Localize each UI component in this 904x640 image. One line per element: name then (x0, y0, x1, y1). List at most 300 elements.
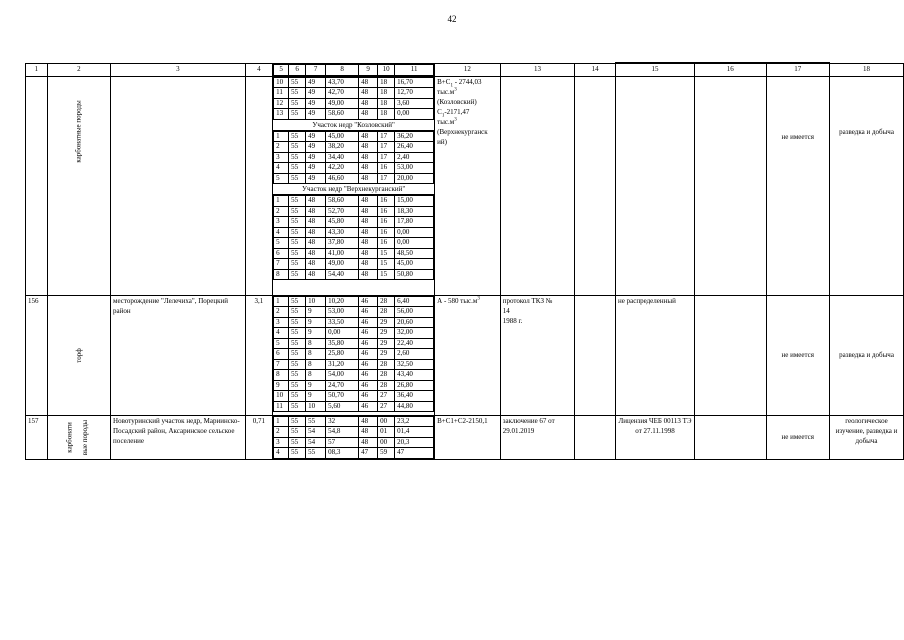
coord-cell: 20,60 (395, 317, 434, 328)
col-16 (695, 76, 767, 295)
row-number: 157 (26, 415, 48, 459)
coord-cell: 9 (306, 380, 326, 391)
location: Новотуринский участок недр, Мариинско-Посадский район, Аксаринское сельское поселение (111, 415, 246, 459)
coord-cell: 55 (289, 307, 306, 318)
coord-cell: 8 (306, 338, 326, 349)
encumbrance (766, 76, 830, 295)
coord-cell: 58,60 (326, 196, 359, 207)
coord-cell: 01,4 (395, 427, 434, 438)
coord-cell: 55 (306, 448, 326, 459)
coord-cell: 55 (289, 206, 306, 217)
coord-cell: 37,80 (326, 238, 359, 249)
coord-cell: 50,70 (326, 391, 359, 402)
coord-row (274, 370, 434, 381)
encumbrance: не имеется (766, 415, 830, 459)
usage-type (830, 76, 904, 295)
coord-cell: 2 (274, 427, 289, 438)
coord-cell: 27 (378, 391, 395, 402)
usage-type: разведка и добыча (830, 295, 904, 415)
coord-row (274, 206, 434, 217)
coord-cell: 49,00 (326, 259, 359, 270)
coord-cell: 46 (359, 307, 378, 318)
reserves-sup: 3 (477, 296, 480, 302)
coord-cell: 2,60 (395, 349, 434, 360)
coord-cell: 54 (306, 427, 326, 438)
coord-cell: 5 (274, 338, 289, 349)
coord-cell: 52,70 (326, 206, 359, 217)
coordinates (273, 415, 435, 459)
coord-row (274, 77, 434, 88)
coord-cell: 10,20 (326, 296, 359, 307)
coord-cell: 54,8 (326, 427, 359, 438)
mineral-type-label: торф (74, 348, 83, 363)
area: 0,71 (245, 415, 273, 459)
coord-cell: 48 (359, 206, 378, 217)
coord-cell: 18 (378, 109, 395, 120)
coord-cell: 4 (274, 163, 289, 174)
row-number: 156 (26, 295, 48, 415)
coord-cell: 15,00 (395, 196, 434, 207)
coord-cell: 18,30 (395, 206, 434, 217)
reserves-text: -2171,47 (444, 107, 470, 116)
coord-row (274, 416, 434, 427)
coord-cell: 24,70 (326, 380, 359, 391)
coord-cell: 48 (306, 227, 326, 238)
coord-cell: 45,00 (395, 259, 434, 270)
col-16 (695, 295, 767, 415)
coord-cell: 08,3 (326, 448, 359, 459)
coord-cell: 46 (359, 391, 378, 402)
coord-cell: 32 (326, 416, 359, 427)
coord-cell: 43,30 (326, 227, 359, 238)
coord-cell: 3,60 (395, 98, 434, 109)
coord-cell: 55 (289, 448, 306, 459)
coord-cell: 01 (378, 427, 395, 438)
coord-cell: 11 (274, 88, 289, 99)
coord-cell: 48 (359, 217, 378, 228)
coord-cell: 29 (378, 328, 395, 339)
coord-cell: 26,80 (395, 380, 434, 391)
table-row (26, 76, 904, 295)
coord-cell: 13 (274, 109, 289, 120)
reserves-table (25, 62, 904, 460)
coord-row (274, 88, 434, 99)
coord-cell: 49 (306, 173, 326, 184)
coord-cell: 48 (306, 248, 326, 259)
coord-cell: 48 (306, 238, 326, 249)
coord-cell: 55 (289, 317, 306, 328)
coord-cell: 55 (289, 152, 306, 163)
column-number-row (26, 63, 904, 76)
coord-cell: 7 (274, 359, 289, 370)
license: Лицензия ЧЕБ 00113 ТЭ от 27.11.1998 (616, 415, 695, 459)
coord-cell: 55 (289, 196, 306, 207)
col-header: 11 (395, 64, 434, 75)
coord-cell: 16 (378, 217, 395, 228)
coord-cell: 48 (359, 109, 378, 120)
col-header: 13 (500, 63, 575, 76)
coordinates (273, 295, 435, 415)
coord-cell: 55 (289, 109, 306, 120)
coord-cell: 48 (359, 98, 378, 109)
coord-cell: 48 (359, 142, 378, 153)
coord-cell: 17 (378, 173, 395, 184)
approval-doc (500, 76, 575, 295)
coord-cell: 0,00 (326, 328, 359, 339)
coord-cell: 48 (306, 206, 326, 217)
coord-cell: 49 (306, 88, 326, 99)
coord-cell: 48 (359, 173, 378, 184)
coord-row (274, 427, 434, 438)
coord-cell: 4 (274, 227, 289, 238)
reserves-text: (Козловский) (437, 97, 477, 106)
approval-text: 14 (502, 306, 510, 315)
reserves-text: - 2744,03 (452, 77, 482, 86)
reserves-sub: 1 (450, 82, 453, 88)
coord-cell: 55 (289, 131, 306, 142)
coord-cell: 15 (378, 269, 395, 280)
coord-row (274, 163, 434, 174)
col-header: 12 (435, 63, 501, 76)
coord-cell: 42,20 (326, 163, 359, 174)
coord-cell: 5 (274, 238, 289, 249)
coord-cell: 16 (378, 196, 395, 207)
coord-cell: 2,40 (395, 152, 434, 163)
coord-cell: 55 (289, 77, 306, 88)
col-14 (575, 415, 616, 459)
coord-cell: 8 (306, 349, 326, 360)
coord-cell: 55 (289, 416, 306, 427)
coord-cell: 48 (306, 196, 326, 207)
coord-row (274, 142, 434, 153)
col-14 (575, 295, 616, 415)
coord-cell: 12 (274, 98, 289, 109)
mineral-type (47, 415, 110, 459)
coord-cell: 55 (289, 248, 306, 259)
coord-cell: 55 (306, 416, 326, 427)
coord-row (274, 359, 434, 370)
subsection-label: Участок недр "Верхнекурганский" (273, 184, 434, 195)
coord-cell: 59 (378, 448, 395, 459)
reserves-text: тыс.м (437, 87, 455, 96)
col-header: 18 (830, 63, 904, 76)
coord-cell: 55 (289, 88, 306, 99)
coord-cell: 10 (274, 391, 289, 402)
coord-row (274, 238, 434, 249)
coord-cell: 55 (289, 296, 306, 307)
coord-cell: 55 (289, 259, 306, 270)
coord-cell: 15 (378, 248, 395, 259)
coord-cell: 49 (306, 109, 326, 120)
coord-cell: 17 (378, 131, 395, 142)
coord-cell: 48 (359, 416, 378, 427)
table-row (26, 415, 904, 459)
coord-cell: 46 (359, 370, 378, 381)
coord-cell: 15 (378, 259, 395, 270)
coord-cell: 8 (306, 359, 326, 370)
usage-type-text: разведка и добыча (839, 127, 894, 136)
reserves-text: В+С (437, 77, 451, 86)
coord-cell: 48 (359, 227, 378, 238)
reserves (435, 76, 501, 295)
coord-cell: 1 (274, 196, 289, 207)
coord-header (273, 63, 435, 76)
coord-cell: 1 (274, 296, 289, 307)
coord-cell: 50,80 (395, 269, 434, 280)
coord-cell: 36,20 (395, 131, 434, 142)
coord-cell: 46 (359, 380, 378, 391)
coord-cell: 10 (306, 401, 326, 412)
coord-cell: 55 (289, 349, 306, 360)
col-header: 8 (326, 64, 359, 75)
coord-cell: 10 (274, 77, 289, 88)
coord-cell: 49 (306, 77, 326, 88)
coord-cell: 29 (378, 317, 395, 328)
coord-cell: 28 (378, 296, 395, 307)
coord-cell: 8 (274, 370, 289, 381)
area (245, 76, 273, 295)
mineral-type-label: карбонати (65, 421, 74, 453)
coord-cell: 48 (359, 88, 378, 99)
coord-row (274, 109, 434, 120)
encumbrance: не имеется (766, 295, 830, 415)
col-header: 3 (111, 63, 246, 76)
encumbrance-text: не имеется (781, 132, 814, 141)
coord-cell: 46 (359, 349, 378, 360)
coord-row (274, 338, 434, 349)
col-header: 10 (378, 64, 395, 75)
coord-cell: 55 (289, 437, 306, 448)
coord-cell: 16 (378, 227, 395, 238)
coord-cell: 16 (378, 206, 395, 217)
coord-row (274, 437, 434, 448)
coord-cell: 55 (289, 370, 306, 381)
coord-cell: 47 (395, 448, 434, 459)
coord-cell: 18 (378, 77, 395, 88)
reserves-text: С (437, 107, 442, 116)
coord-cell: 8 (306, 370, 326, 381)
col-14 (575, 76, 616, 295)
coord-cell: 48 (359, 269, 378, 280)
coord-cell: 0,00 (395, 238, 434, 249)
coord-row (274, 448, 434, 459)
mineral-type-label: вые породы (80, 419, 89, 455)
col-header: 15 (616, 63, 695, 76)
coord-cell: 48 (306, 217, 326, 228)
coord-cell: 46 (359, 359, 378, 370)
coord-cell: 7 (274, 259, 289, 270)
coord-cell: 49 (306, 98, 326, 109)
coord-cell: 49,00 (326, 98, 359, 109)
coord-cell: 43,40 (395, 370, 434, 381)
coord-cell: 18 (378, 98, 395, 109)
coord-cell: 16,70 (395, 77, 434, 88)
reserves-text: ий) (437, 137, 447, 146)
coord-cell: 49 (306, 142, 326, 153)
coord-cell: 55 (289, 217, 306, 228)
coord-cell: 55 (289, 98, 306, 109)
coord-cell: 29 (378, 338, 395, 349)
usage-type: геологическое изучение, разведка и добыча (830, 415, 904, 459)
coord-cell: 44,80 (395, 401, 434, 412)
coord-cell: 54,00 (326, 370, 359, 381)
coord-cell: 55 (289, 328, 306, 339)
coord-cell: 9 (306, 307, 326, 318)
coord-cell: 49 (306, 131, 326, 142)
area: 3,1 (245, 295, 273, 415)
coord-cell: 29 (378, 349, 395, 360)
coord-cell: 48,50 (395, 248, 434, 259)
coord-cell: 55 (289, 227, 306, 238)
page-number: 42 (447, 14, 457, 24)
coord-row (274, 152, 434, 163)
mineral-type-label: карбонатные породы (74, 100, 83, 163)
col-header: 17 (766, 63, 830, 76)
coord-cell: 46 (359, 338, 378, 349)
coord-cell: 00 (378, 437, 395, 448)
coord-cell: 55 (289, 238, 306, 249)
coord-cell: 28 (378, 370, 395, 381)
coord-cell: 48 (359, 163, 378, 174)
coord-cell: 34,40 (326, 152, 359, 163)
coord-cell: 55 (289, 173, 306, 184)
coord-cell: 48 (359, 437, 378, 448)
coord-row (274, 227, 434, 238)
subsection-label: Участок недр "Козловский" (273, 120, 434, 131)
coord-cell: 18 (378, 88, 395, 99)
coord-cell: 31,20 (326, 359, 359, 370)
reserves-sup: 3 (454, 87, 457, 93)
location: месторождение "Лелечиха", Порецкий район (111, 295, 246, 415)
coord-cell: 38,20 (326, 142, 359, 153)
coord-cell: 55 (289, 401, 306, 412)
coord-row (274, 131, 434, 142)
approval-text: протокол ТКЗ № (502, 296, 553, 305)
coord-cell: 57 (326, 437, 359, 448)
coord-cell: 3 (274, 217, 289, 228)
license: не распределенный (616, 295, 695, 415)
coord-row (274, 391, 434, 402)
approval-text: 1988 г. (502, 316, 523, 325)
coord-cell: 28 (378, 380, 395, 391)
coord-cell: 9 (306, 328, 326, 339)
coord-row (274, 248, 434, 259)
reserves-text: тыс.м (437, 117, 455, 126)
coord-cell: 3 (274, 437, 289, 448)
coord-cell: 36,40 (395, 391, 434, 402)
coord-cell: 5,60 (326, 401, 359, 412)
coord-cell: 00 (378, 416, 395, 427)
reserves (435, 295, 501, 415)
coord-cell: 8 (274, 269, 289, 280)
coord-cell: 16 (378, 238, 395, 249)
coord-cell: 22,40 (395, 338, 434, 349)
coord-cell: 2 (274, 307, 289, 318)
coord-cell: 0,00 (395, 109, 434, 120)
coord-cell: 48 (359, 248, 378, 259)
reserves-text: А - 580 тыс.м (437, 296, 478, 305)
coord-cell: 46 (359, 296, 378, 307)
coord-row (274, 217, 434, 228)
coord-cell: 48 (359, 427, 378, 438)
coord-cell: 1 (274, 416, 289, 427)
coord-cell: 2 (274, 206, 289, 217)
coord-cell: 17 (378, 142, 395, 153)
sheet (25, 62, 904, 460)
col-header: 16 (695, 63, 767, 76)
coord-cell: 6,40 (395, 296, 434, 307)
coord-row (274, 269, 434, 280)
col-header: 6 (289, 64, 306, 75)
coord-row (274, 296, 434, 307)
coord-cell: 2 (274, 142, 289, 153)
coord-cell: 4 (274, 448, 289, 459)
coord-cell: 17 (378, 152, 395, 163)
coord-cell: 32,50 (395, 359, 434, 370)
col-header: 5 (274, 64, 289, 75)
coord-cell: 0,00 (395, 227, 434, 238)
coord-cell: 55 (289, 163, 306, 174)
col-header: 7 (306, 64, 326, 75)
coord-cell: 25,80 (326, 349, 359, 360)
coord-cell: 46 (359, 317, 378, 328)
coord-cell: 35,80 (326, 338, 359, 349)
coord-cell: 26,40 (395, 142, 434, 153)
coord-cell: 48 (306, 269, 326, 280)
coord-cell: 49 (306, 152, 326, 163)
coord-cell: 48 (359, 196, 378, 207)
coord-cell: 11 (274, 401, 289, 412)
coord-cell: 48 (306, 259, 326, 270)
approval-doc (500, 295, 575, 415)
coord-cell: 55 (289, 142, 306, 153)
mineral-type (47, 295, 110, 415)
coord-row (274, 349, 434, 360)
col-16 (695, 415, 767, 459)
coord-cell: 48 (359, 152, 378, 163)
coord-cell: 17,80 (395, 217, 434, 228)
coord-cell: 46 (359, 401, 378, 412)
coord-cell: 10 (306, 296, 326, 307)
coord-cell: 28 (378, 359, 395, 370)
coordinates (273, 76, 435, 295)
col-header: 1 (26, 63, 48, 76)
col-header: 2 (47, 63, 110, 76)
coord-row (274, 380, 434, 391)
coord-cell: 12,70 (395, 88, 434, 99)
coord-cell: 48 (359, 238, 378, 249)
coord-cell: 54 (306, 437, 326, 448)
reserves: В+С1+С2-2150,1 (435, 415, 501, 459)
license (616, 76, 695, 295)
coord-cell: 6 (274, 349, 289, 360)
coord-row (274, 307, 434, 318)
coord-cell: 28 (378, 307, 395, 318)
coord-cell: 33,50 (326, 317, 359, 328)
coord-cell: 32,00 (395, 328, 434, 339)
coord-cell: 49 (306, 163, 326, 174)
coord-cell: 4 (274, 328, 289, 339)
coord-cell: 27 (378, 401, 395, 412)
coord-row (274, 259, 434, 270)
reserves-sup: 3 (454, 117, 457, 123)
coord-cell: 55 (289, 427, 306, 438)
coord-cell: 55 (289, 338, 306, 349)
coord-cell: 55 (289, 359, 306, 370)
coord-cell: 46,60 (326, 173, 359, 184)
coord-cell: 46 (359, 328, 378, 339)
coord-cell: 42,70 (326, 88, 359, 99)
